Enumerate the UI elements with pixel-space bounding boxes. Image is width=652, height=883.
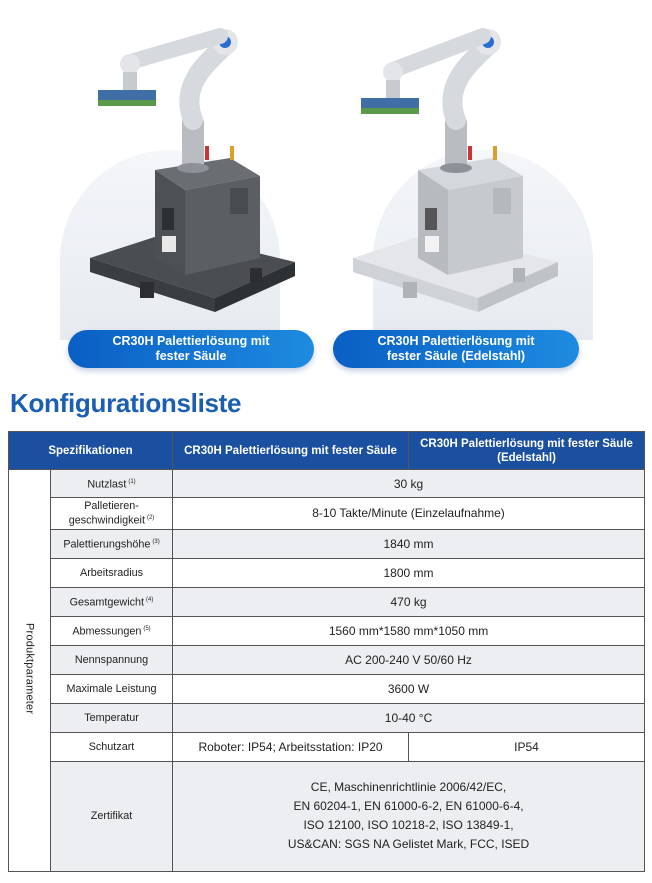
row-value: 1560 mm*1580 mm*1050 mm <box>173 616 645 645</box>
product-card-dark <box>20 0 320 372</box>
row-value: AC 200-240 V 50/60 Hz <box>173 645 645 674</box>
certificate-list <box>173 761 645 871</box>
palletizer-stainless-illustration <box>333 0 633 330</box>
row-label: Maximale Leistung <box>51 674 173 703</box>
row-value-col2: IP54 <box>409 732 645 761</box>
row-value: 1840 mm <box>173 529 645 558</box>
row-label: Temperatur <box>51 703 173 732</box>
table-row <box>9 587 645 616</box>
row-label: Nutzlast $^{(1)}$ <box>51 470 173 498</box>
row-label: Zertifikat <box>51 761 173 871</box>
table-row <box>9 529 645 558</box>
table-row <box>9 674 645 703</box>
palletizer-dark-illustration <box>20 0 320 330</box>
product-card-stainless <box>333 0 633 372</box>
row-label: Abmessungen $^{(5)}$ <box>51 616 173 645</box>
table-row <box>9 498 645 530</box>
product-caption-dark: CR30H Palettierlösung mit fester Säule <box>68 330 314 368</box>
row-value: 30 kg <box>173 470 645 498</box>
table-row <box>9 703 645 732</box>
header-col1: CR30H Palettierlösung mit fester Säule <box>173 432 409 470</box>
table-header-row <box>9 432 645 470</box>
group-label: Produktparameter <box>23 623 36 715</box>
row-label: Schutzart <box>51 732 173 761</box>
header-col2: CR30H Palettierlösung mit fester Säule (Edelstahl) <box>409 432 645 470</box>
certificate-line: US&CAN: SGS NA Gelistet Mark, FCC, ISED <box>287 837 530 852</box>
row-label: Palletieren- geschwindigkeit $^{(2)}$ <box>51 498 173 530</box>
certificate-line: CE, Maschinenrichtlinie 2006/42/EC, <box>310 780 507 795</box>
row-value: 3600 W <box>173 674 645 703</box>
table-row <box>9 616 645 645</box>
certificate-line: EN 60204-1, EN 61000-6-2, EN 61000-6-4, <box>293 799 524 814</box>
row-value-col1: Roboter: IP54; Arbeitsstation: IP20 <box>173 732 409 761</box>
table-row <box>9 761 645 871</box>
row-value: 8-10 Takte/Minute (Einzelaufnahme) <box>173 498 645 530</box>
table-row <box>9 645 645 674</box>
row-label: Arbeitsradius <box>51 558 173 587</box>
row-value: 470 kg <box>173 587 645 616</box>
header-spec: Spezifikationen <box>9 432 173 470</box>
table-row <box>9 732 645 761</box>
table-row <box>9 470 645 498</box>
certificate-line: ISO 12100, ISO 10218-2, ISO 13849-1, <box>303 818 514 833</box>
spec-table <box>8 431 645 872</box>
product-hero <box>0 0 652 372</box>
group-label-cell <box>9 470 51 872</box>
section-title: Konfigurationsliste <box>10 388 242 418</box>
product-caption-stainless: CR30H Palettierlösung mit fester Säule (Edelstahl) <box>333 330 579 368</box>
row-label: Gesamtgewicht $^{(4)}$ <box>51 587 173 616</box>
table-row <box>9 558 645 587</box>
row-value: 1800 mm <box>173 558 645 587</box>
row-label: Nennspannung <box>51 645 173 674</box>
row-label: Palettierungshöhe $^{(3)}$ <box>51 529 173 558</box>
row-value: 10-40 °C <box>173 703 645 732</box>
